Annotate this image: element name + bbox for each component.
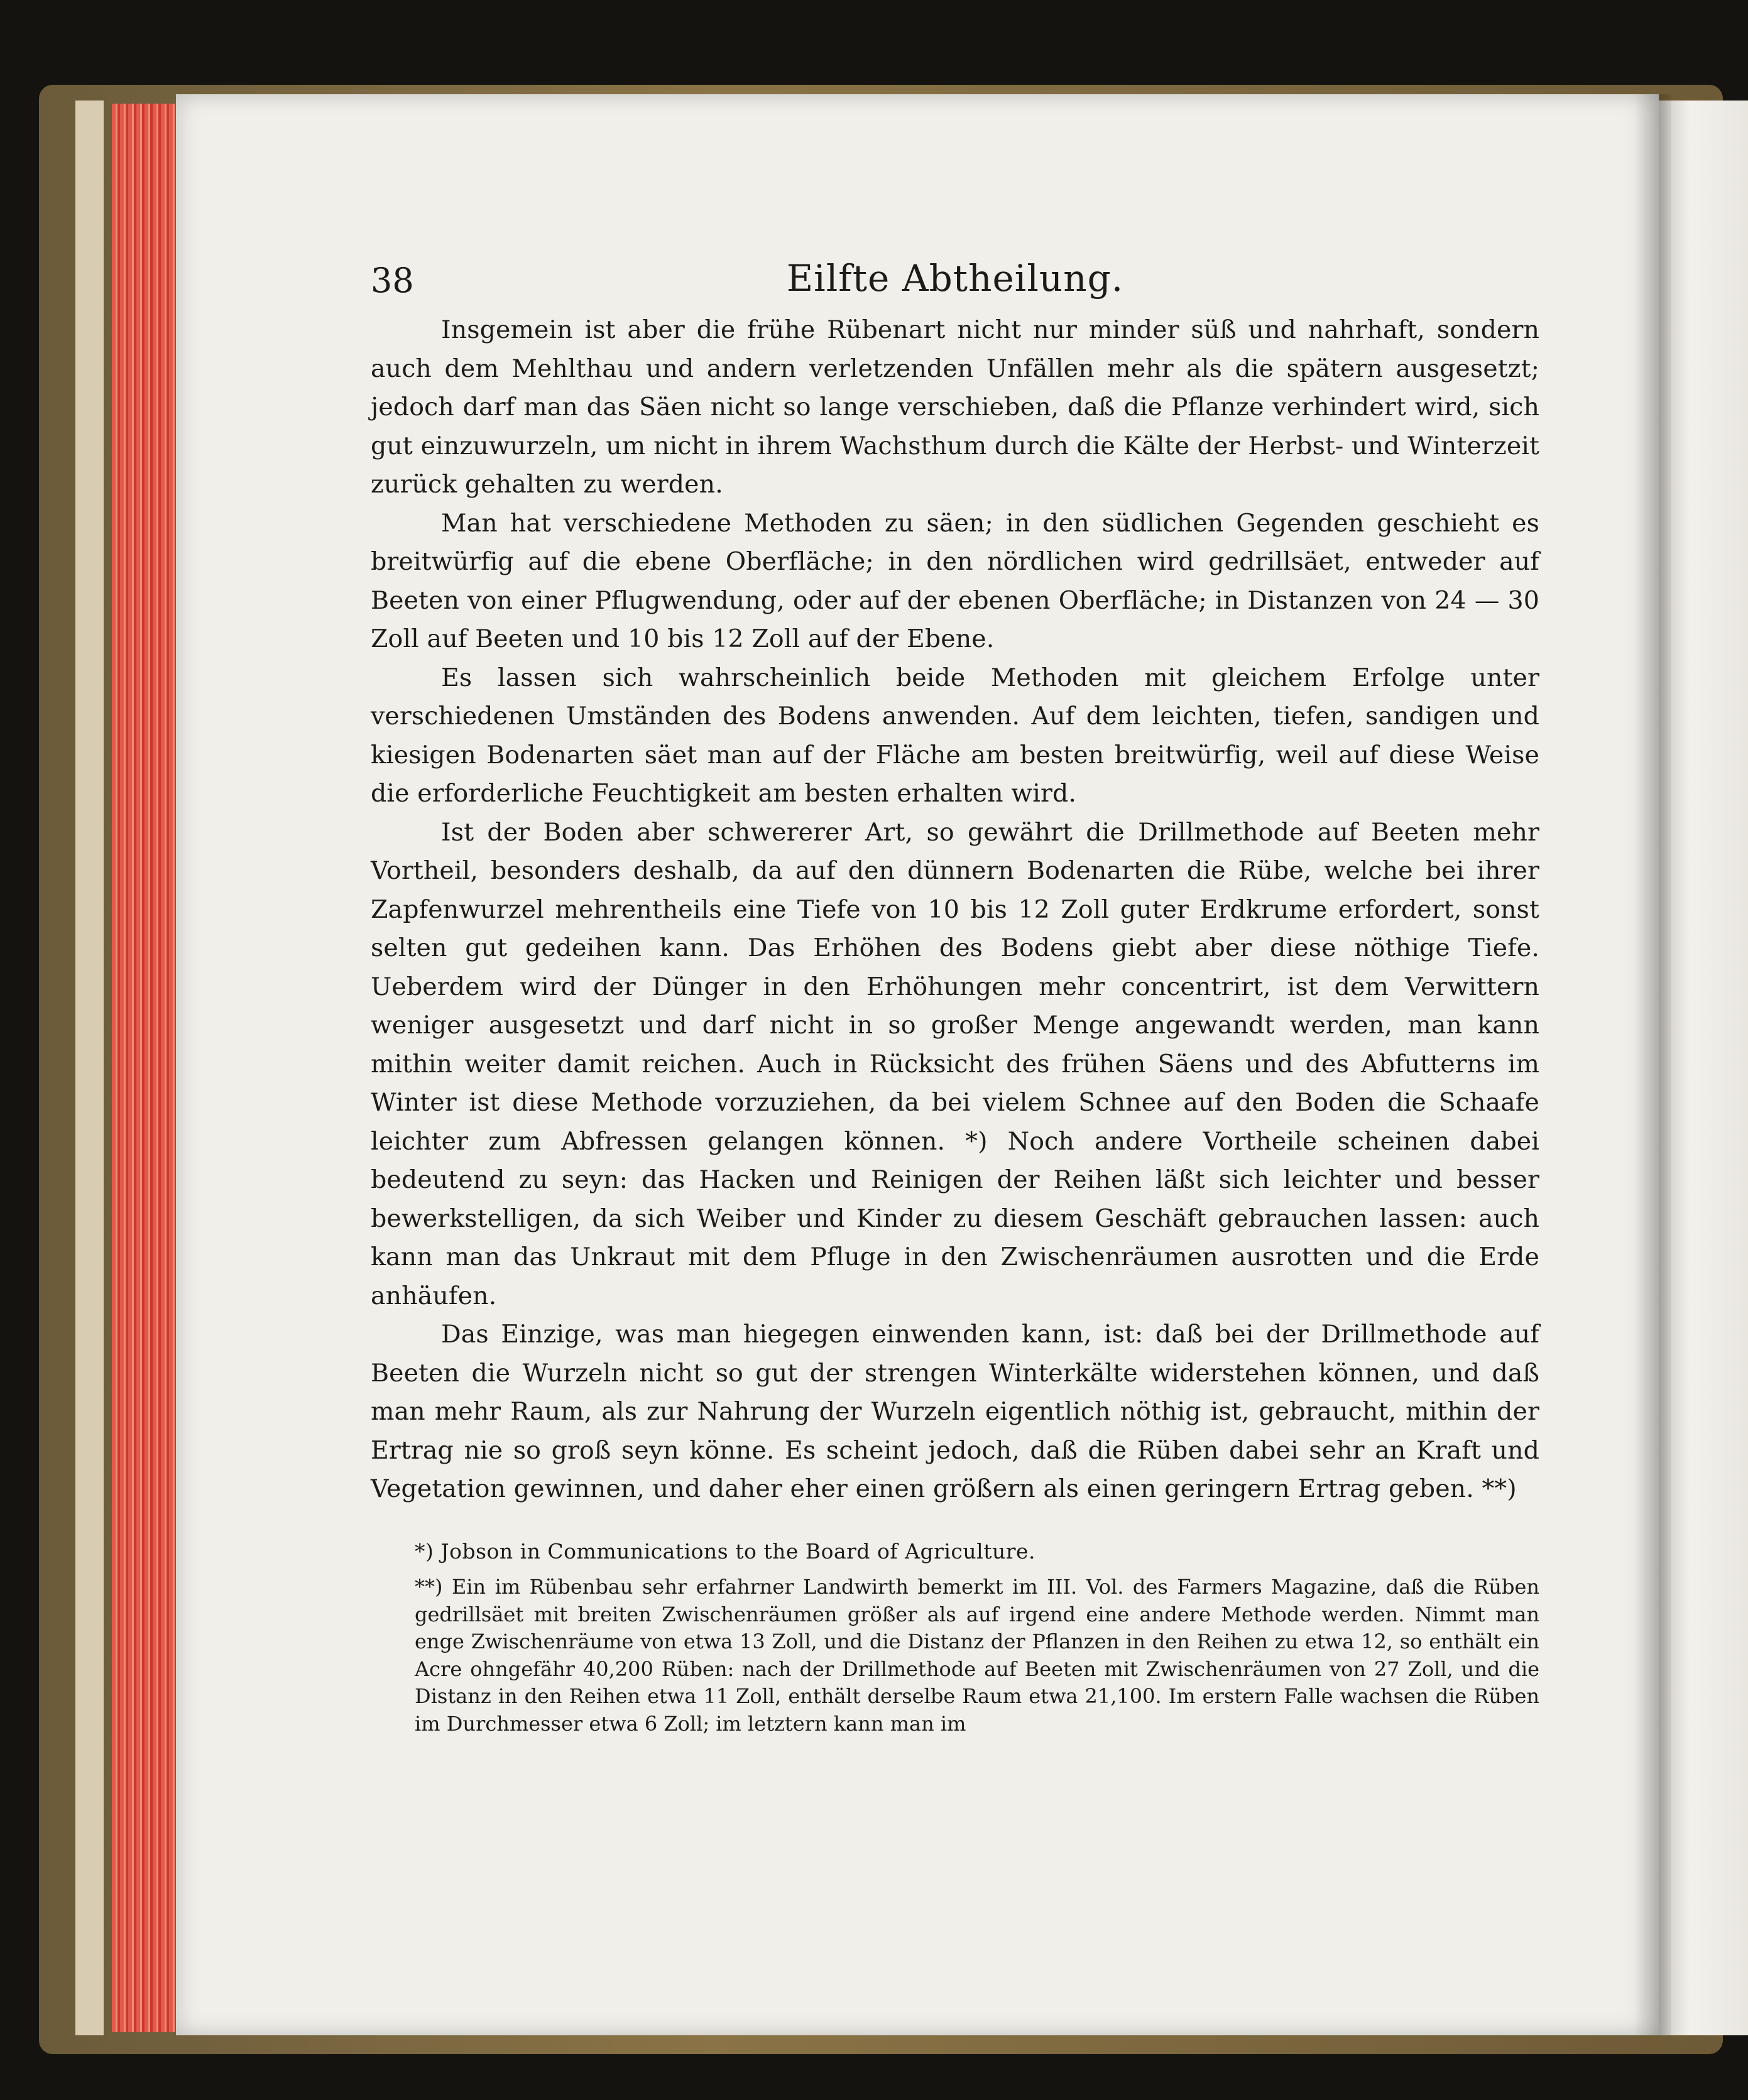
cover-inner-edge bbox=[75, 101, 104, 2035]
page-content bbox=[371, 254, 1539, 1746]
paragraph-4: Ist der Boden aber schwererer Art, so gewährt die Drillmethode auf Beeten mehr Vortheil, besonders deshalb, da auf den dünnern Bodenarten die Rübe, welche bei ihrer Zapfenwurzel mehrentheils eine Tiefe von 10 bis 12 Zoll guter Erdkrume erfordert, sonst selten gut gedeihen kann. Das Erhöhen des Bodens giebt aber diese nöthige Tiefe. Ueberdem wird der Dünger in den Erhöhungen mehr concentrirt, ist dem Verwittern weniger ausgesetzt und darf nicht in so großer Menge angewandt werden, man kann mithin weiter damit reichen. Auch in Rücksicht des frühen Säens und des Abfutterns im Winter ist diese Methode vorzuziehen, da bei vielem Schnee auf den Boden die Schaafe leichter zum Abfressen gelangen können. *) Noch andere Vortheile scheinen dabei bedeutend zu seyn: das Hacken und Reinigen der Reihen läßt sich leichter und besser bewerkstelligen, da sich Weiber und Kinder zu diesem Geschäft gebrauchen lassen: auch kann man das Unkraut mit dem Pfluge in den Zwischenräumen ausrotten und die Erde anhäufen. bbox=[371, 817, 1539, 1310]
paragraph-5: Das Einzige, was man hiegegen einwenden kann, ist: daß bei der Drillmethode auf Beeten die Wurzeln nicht so gut der strengen Winterkälte widerstehen können, und daß man mehr Raum, als zur Nahrung der Wurzeln eigentlich nöthig ist, gebraucht, mithin der Ertrag nie so groß seyn könne. Es scheint jedoch, daß die Rüben dabei sehr an Kraft und Vegetation gewinnen, und daher eher einen größern als einen geringern Ertrag geben. **) bbox=[371, 1320, 1539, 1503]
running-title: Eilfte Abtheilung. bbox=[786, 257, 1124, 300]
footnotes bbox=[371, 1538, 1539, 1738]
paragraph-2: Man hat verschiedene Methoden zu säen; in den südlichen Gegenden geschieht es breitwürfig auf die ebene Oberfläche; in den nördlichen wird gedrillsäet, entweder auf Beeten von einer Pflugwendung, oder auf der ebenen Oberfläche; in Distanzen von 24 — 30 Zoll auf Beeten und 10 bis 12 Zoll auf der Ebene. bbox=[371, 508, 1539, 653]
footnote-1: *) Jobson in Communications to the Board of Agriculture. bbox=[415, 1538, 1035, 1564]
paragraph-1: Insgemein ist aber die frühe Rübenart nicht nur minder süß und nahrhaft, sondern auch dem Mehlthau und andern verletzenden Unfällen mehr als die spätern ausgesetzt; jedoch darf man das Säen nicht so lange verschieben, daß die Pflanze verhindert wird, sich gut einzuwurzeln, um nicht in ihrem Wachsthum durch die Kälte der Herbst- und Winterzeit zurück gehalten zu werden. bbox=[371, 315, 1539, 499]
facing-page-edge bbox=[1659, 101, 1748, 2035]
running-head bbox=[371, 254, 1539, 311]
paragraph-3: Es lassen sich wahrscheinlich beide Methoden mit gleichem Erfolge unter verschiedenen Umständen des Bodens anwenden. Auf dem leichten, tiefen, sandigen und kiesigen Bodenarten säet man auf der Fläche am besten breitwürfig, weil auf diese Weise die erforderliche Feuchtigkeit am besten erhalten wird. bbox=[371, 663, 1539, 808]
page-number: 38 bbox=[371, 261, 414, 300]
footnote-2: **) Ein im Rübenbau sehr erfahrner Landwirth bemerkt im III. Vol. des Farmers Magazine, daß die Rüben gedrillsäet mit breiten Zwischenräumen größer als auf irgend eine andere Methode werden. Nimmt man enge Zwischenräume von etwa 13 Zoll, und die Distanz der Pflanzen in den Reihen zu etwa 12, so enthält ein Acre ohngefähr 40,200 Rüben: nach der Drillmethode auf Beeten mit Zwischenräumen von 27 Zoll, und die Distanz in den Reihen etwa 11 Zoll, enthält derselbe Raum etwa 21,100. Im erstern Falle wachsen die Rüben im Durchmesser etwa 6 Zoll; im letztern kann man im bbox=[415, 1575, 1539, 1736]
spine-shadow bbox=[1634, 94, 1671, 2035]
red-page-edges bbox=[112, 104, 181, 2032]
